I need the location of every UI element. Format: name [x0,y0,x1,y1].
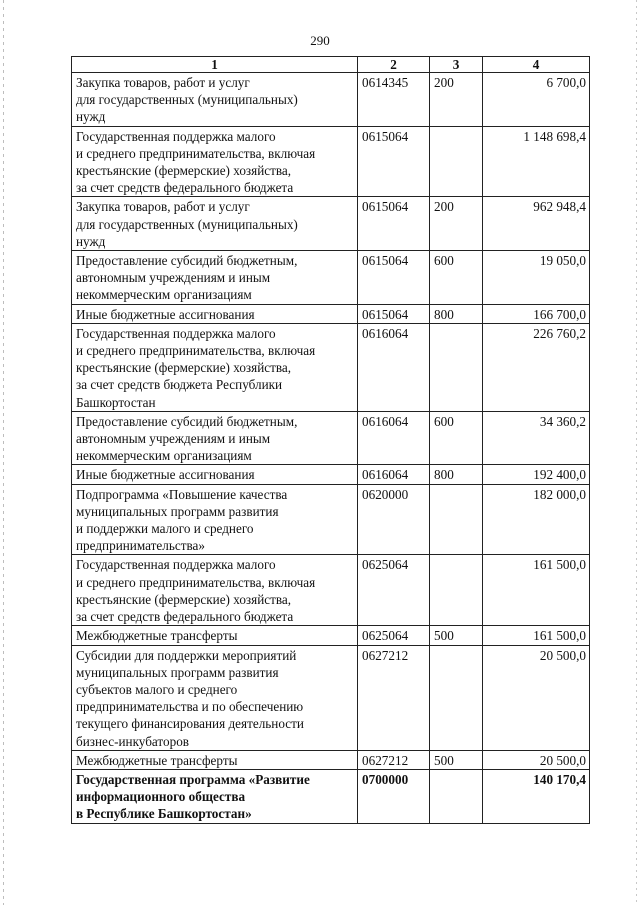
row-name-cell: Субсидии для поддержки мероприятий муниципальных программ развития субъектов малого и среднего предпринимательства и по обеспечению текущего финансирования деятельности бизнес-инкубаторов [72,645,358,750]
row-name-cell: Государственная поддержка малого и среднего предпринимательства, включая крестьянские (фермерские) хозяйства, за счет средств федерального бюджета [72,555,358,626]
row-amount-cell: 226 760,2 [483,323,590,411]
row-code-cell: 0614345 [358,73,430,127]
row-type-cell [430,126,483,197]
row-code-cell: 0616064 [358,465,430,484]
table-row [72,484,590,555]
row-name-cell: Межбюджетные трансферты [72,626,358,645]
table-body [72,73,590,824]
row-amount-cell: 20 500,0 [483,645,590,750]
table-row [72,251,590,305]
table-row [72,555,590,626]
row-name-cell: Подпрограмма «Повышение качества муниципальных программ развития и поддержки малого и среднего предпринимательства» [72,484,358,555]
row-name-cell: Межбюджетные трансферты [72,750,358,769]
table-row [72,126,590,197]
row-code-cell: 0615064 [358,304,430,323]
row-type-cell [430,323,483,411]
row-type-cell [430,555,483,626]
table-header-row [72,57,590,73]
table-row [72,411,590,465]
table-row [72,645,590,750]
row-name-cell: Закупка товаров, работ и услуг для государственных (муниципальных) нужд [72,73,358,127]
row-amount-cell: 161 500,0 [483,555,590,626]
row-amount-cell: 140 170,4 [483,769,590,823]
row-name-cell: Государственная поддержка малого и среднего предпринимательства, включая крестьянские (фермерские) хозяйства, за счет средств федерального бюджета [72,126,358,197]
table-row [72,626,590,645]
row-amount-cell: 166 700,0 [483,304,590,323]
row-amount-cell: 161 500,0 [483,626,590,645]
row-code-cell: 0627212 [358,645,430,750]
row-type-cell: 800 [430,304,483,323]
row-type-cell: 500 [430,626,483,645]
row-code-cell: 0616064 [358,411,430,465]
scan-edge-left [3,0,4,905]
row-type-cell: 800 [430,465,483,484]
row-code-cell: 0627212 [358,750,430,769]
row-code-cell: 0615064 [358,126,430,197]
row-type-cell: 600 [430,251,483,305]
table-row [72,73,590,127]
page-number: 290 [310,33,330,48]
table-row [72,323,590,411]
row-type-cell: 500 [430,750,483,769]
table-row [72,304,590,323]
row-amount-cell: 19 050,0 [483,251,590,305]
column-header-2: 2 [358,57,430,73]
row-type-cell: 200 [430,197,483,251]
row-type-cell [430,645,483,750]
row-type-cell [430,484,483,555]
row-name-cell: Государственная программа «Развитие информационного общества в Республике Башкортостан» [72,769,358,823]
row-code-cell: 0615064 [358,251,430,305]
row-code-cell: 0625064 [358,626,430,645]
row-type-cell [430,769,483,823]
table-row [72,197,590,251]
row-name-cell: Иные бюджетные ассигнования [72,465,358,484]
row-name-cell: Иные бюджетные ассигнования [72,304,358,323]
row-amount-cell: 182 000,0 [483,484,590,555]
row-amount-cell: 34 360,2 [483,411,590,465]
row-code-cell: 0620000 [358,484,430,555]
row-code-cell: 0615064 [358,197,430,251]
row-amount-cell: 20 500,0 [483,750,590,769]
table-row [72,465,590,484]
row-code-cell: 0616064 [358,323,430,411]
row-name-cell: Предоставление субсидий бюджетным, автономным учреждениям и иным некоммерческим организациям [72,411,358,465]
row-type-cell: 200 [430,73,483,127]
scan-edge-right [636,0,637,905]
row-amount-cell: 192 400,0 [483,465,590,484]
column-header-4: 4 [483,57,590,73]
row-type-cell: 600 [430,411,483,465]
table-row [72,769,590,823]
row-amount-cell: 962 948,4 [483,197,590,251]
table-row [72,750,590,769]
row-amount-cell: 6 700,0 [483,73,590,127]
row-name-cell: Предоставление субсидий бюджетным, автономным учреждениям и иным некоммерческим организациям [72,251,358,305]
row-code-cell: 0700000 [358,769,430,823]
row-code-cell: 0625064 [358,555,430,626]
row-amount-cell: 1 148 698,4 [483,126,590,197]
row-name-cell: Государственная поддержка малого и среднего предпринимательства, включая крестьянские (фермерские) хозяйства, за счет средств бюджета Республики Башкортостан [72,323,358,411]
budget-table [71,56,590,824]
row-name-cell: Закупка товаров, работ и услуг для государственных (муниципальных) нужд [72,197,358,251]
column-header-1: 1 [72,57,358,73]
column-header-3: 3 [430,57,483,73]
